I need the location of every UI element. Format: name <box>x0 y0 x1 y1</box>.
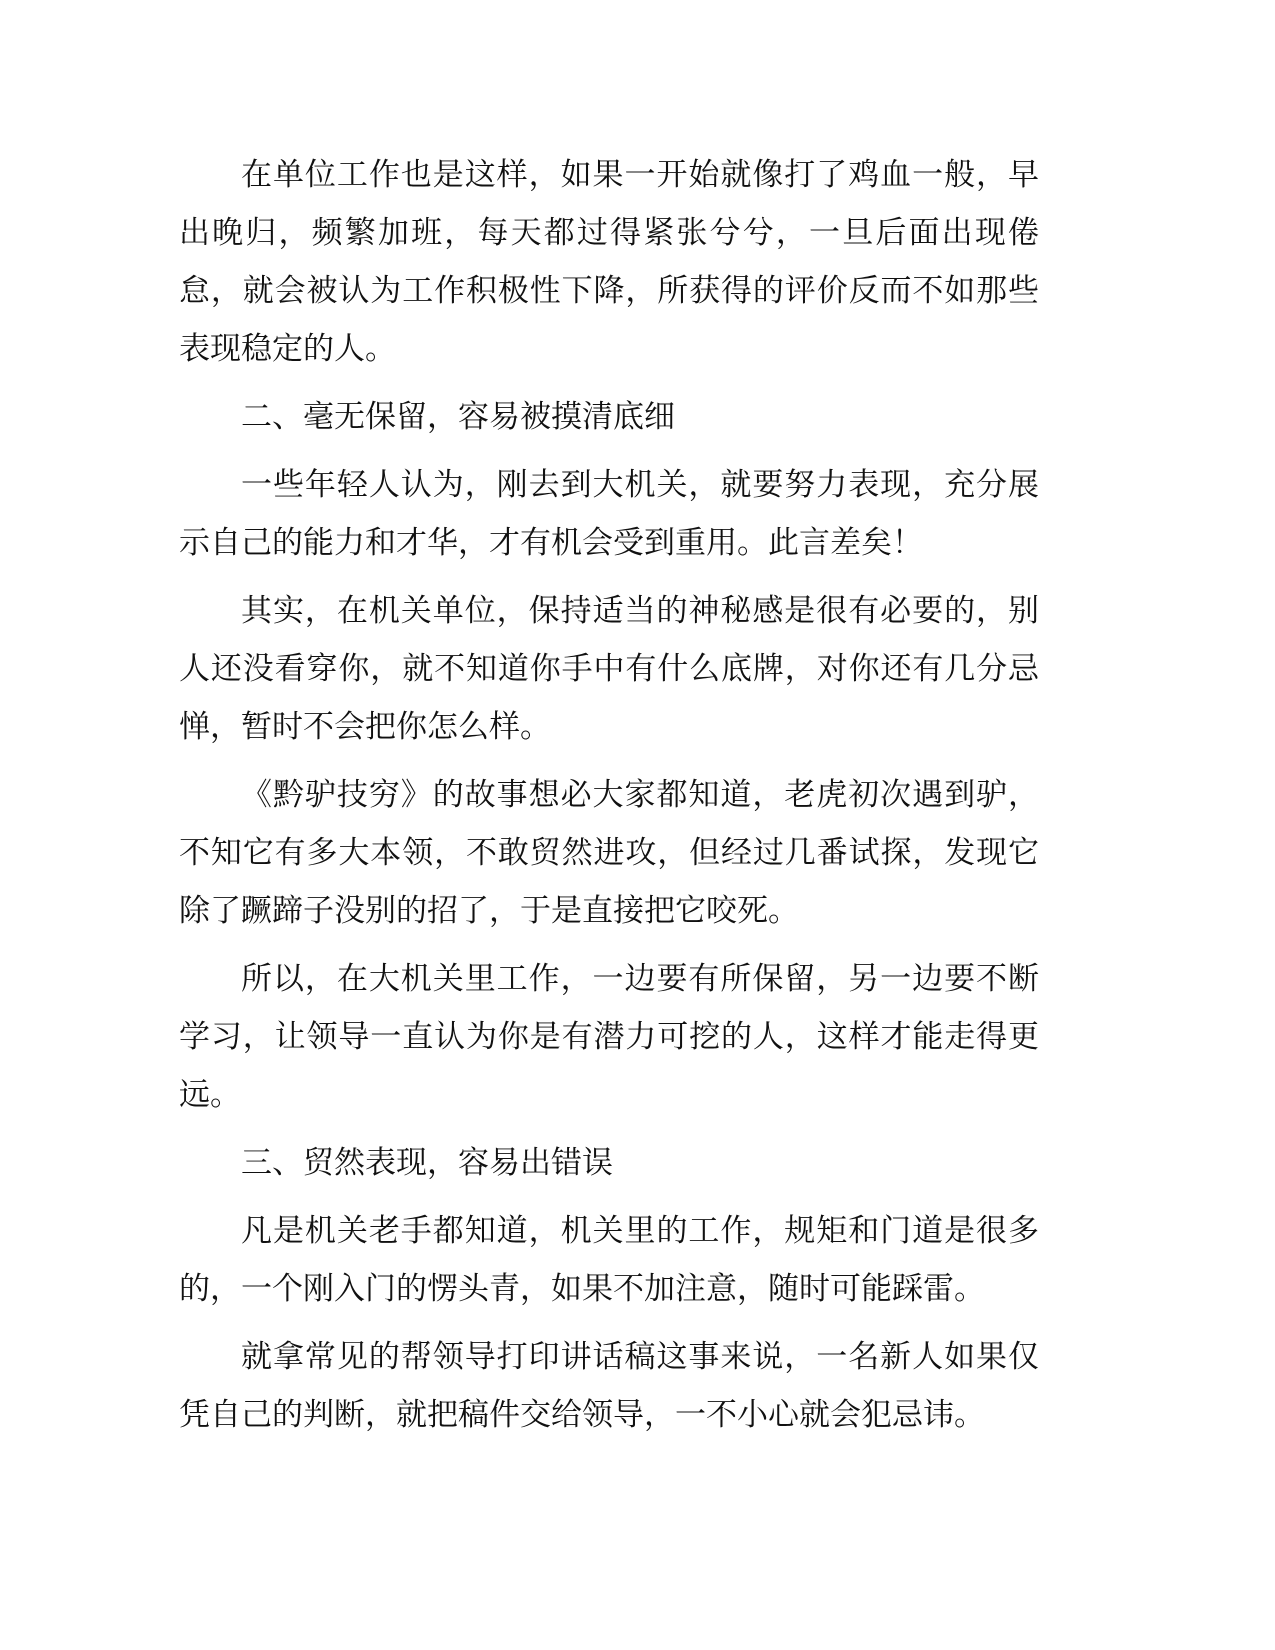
document-body <box>179 146 1039 1454</box>
paragraph-work-attitude: 在单位工作也是这样，如果一开始就像打了鸡血一般，早出晚归，频繁加班，每天都过得紧张兮兮，一旦后面出现倦怠，就会被认为工作积极性下降，所获得的评价反而不如那些表现稳定的人。 <box>179 157 1039 367</box>
paragraph-rules: 凡是机关老手都知道，机关里的工作，规矩和门道是很多的，一个刚入门的愣头青，如果不加注意，随时可能踩雷。 <box>179 1213 1039 1307</box>
paragraph-young-people: 一些年轻人认为，刚去到大机关，就要努力表现，充分展示自己的能力和才华，才有机会受到重用。此言差矣！ <box>179 467 1039 561</box>
paragraph-donkey-story: 《黔驴技穷》的故事想必大家都知道，老虎初次遇到驴，不知它有多大本领，不敢贸然进攻，但经过几番试探，发现它除了蹶蹄子没别的招了，于是直接把它咬死。 <box>179 777 1039 929</box>
section-heading-3: 三、贸然表现，容易出错误 <box>241 1145 613 1181</box>
section-heading-2: 二、毫无保留，容易被摸清底细 <box>241 399 675 435</box>
paragraph-mystery: 其实，在机关单位，保持适当的神秘感是很有必要的，别人还没看穿你，就不知道你手中有什么底牌，对你还有几分忌惮，暂时不会把你怎么样。 <box>179 593 1039 745</box>
paragraph-speech-draft: 就拿常见的帮领导打印讲话稿这事来说，一名新人如果仅凭自己的判断，就把稿件交给领导，一不小心就会犯忌讳。 <box>179 1339 1039 1433</box>
paragraph-keep-learning: 所以，在大机关里工作，一边要有所保留，另一边要不断学习，让领导一直认为你是有潜力可挖的人，这样才能走得更远。 <box>179 961 1039 1113</box>
